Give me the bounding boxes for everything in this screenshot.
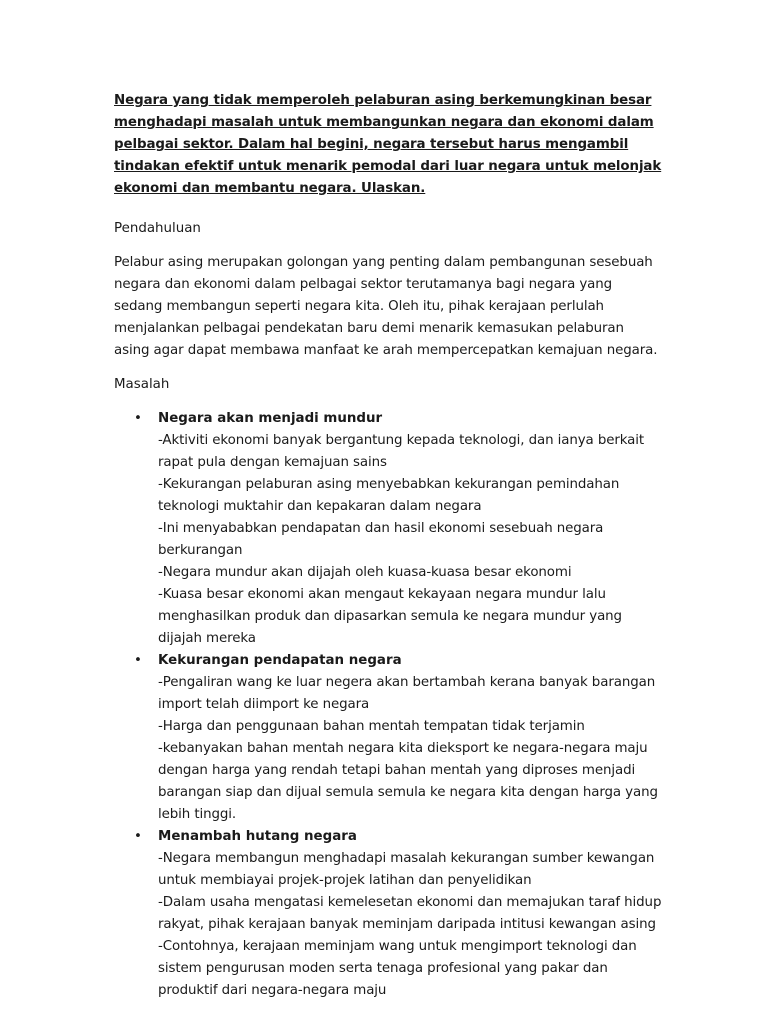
bullet-icon: •: [134, 411, 142, 426]
bullet-line: -Negara membangun menghadapi masalah kekurangan sumber kewangan untuk membiayai projek-projek latihan dan penyelidikan: [158, 851, 655, 888]
bullet-item-negara-mundur: [114, 408, 662, 650]
bullet-item-kekurangan-pendapatan: [114, 650, 662, 826]
bullet-heading: Menambah hutang negara: [158, 829, 357, 844]
bullet-line: -Contohnya, kerajaan meminjam wang untuk mengimport teknologi dan sistem pengurusan moden serta tenaga profesional yang pakar dan produktif dari negara-negara maju: [158, 939, 637, 998]
bullet-line: -Harga dan penggunaan bahan mentah tempatan tidak terjamin: [158, 719, 585, 734]
intro-paragraph: Pelabur asing merupakan golongan yang penting dalam pembangunan sesebuah negara dan ekonomi dalam pelbagai sektor terutamanya bagi negara yang sedang membangun seperti negara kita. Oleh itu, pihak kerajaan perlulah menjalankan pelbagai pendekatan baru demi menarik kemasukan pelaburan asing agar dapat membawa manfaat ke arah mempercepatkan kemajuan negara.: [114, 255, 658, 358]
bullet-line: -Ini menyababkan pendapatan dan hasil ekonomi sesebuah negara berkurangan: [158, 521, 604, 558]
document-content: [114, 90, 662, 1002]
bullet-line: -Negara mundur akan dijajah oleh kuasa-kuasa besar ekonomi: [158, 565, 572, 580]
bullet-item-hutang-negara: [114, 826, 662, 1002]
bullet-line: -Kekurangan pelaburan asing menyebabkan kekurangan pemindahan teknologi muktahir dan kepakaran dalam negara: [158, 477, 620, 514]
bullet-icon: •: [134, 829, 142, 844]
bullet-line: -Pengaliran wang ke luar negera akan bertambah kerana banyak barangan import telah diimport ke negara: [158, 675, 656, 712]
bullet-line: -kebanyakan bahan mentah negara kita dieksport ke negara-negara maju dengan harga yang rendah tetapi bahan mentah yang diproses menjadi barangan siap dan dijual semula semula ke negara kita dengan harga yang lebih tinggi.: [158, 741, 658, 822]
bullet-icon: •: [134, 653, 142, 668]
bullet-line: -Dalam usaha mengatasi kemelesetan ekonomi dan memajukan taraf hidup rakyat, pihak kerajaan banyak meminjam daripada intitusi kewangan asing: [158, 895, 662, 932]
bullet-line: -Aktiviti ekonomi banyak bergantung kepada teknologi, dan ianya berkait rapat pula dengan kemajuan sains: [158, 433, 645, 470]
bullet-heading: Negara akan menjadi mundur: [158, 411, 383, 426]
bullet-line: -Kuasa besar ekonomi akan mengaut kekayaan negara mundur lalu menghasilkan produk dan dipasarkan semula ke negara mundur yang dijajah mereka: [158, 587, 622, 646]
bullet-heading: Kekurangan pendapatan negara: [158, 653, 402, 668]
essay-question-title: Negara yang tidak memperoleh pelaburan asing berkemungkinan besar menghadapi masalah untuk membangunkan negara dan ekonomi dalam pelbagai sektor. Dalam hal begini, negara tersebut harus mengambil tindakan efektif untuk menarik pemodal dari luar negara untuk melonjak ekonomi dan membantu negara. Ulaskan.: [114, 93, 662, 196]
problem-heading: Masalah: [114, 377, 170, 392]
intro-heading: Pendahuluan: [114, 221, 201, 236]
problem-bullet-list: [114, 408, 662, 1002]
